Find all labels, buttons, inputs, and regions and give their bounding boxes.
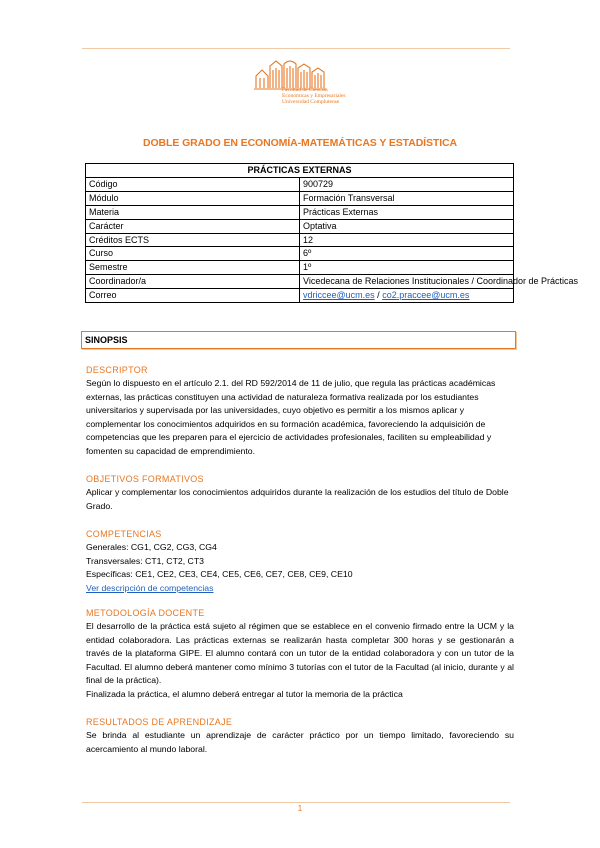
field-value: 900729: [300, 177, 514, 191]
email-link-vicedecana[interactable]: vdriccee@ucm.es: [303, 290, 375, 301]
objetivos-text: Aplicar y complementar los conocimientos adquiridos durante la realización de los estudios del título de Doble Grado.: [86, 487, 509, 511]
field-label: Coordinador/a: [86, 275, 300, 289]
logo-caption: [282, 87, 346, 105]
field-label: Créditos ECTS: [86, 233, 300, 247]
metodologia-section: [86, 607, 514, 701]
field-value: 6º: [300, 247, 514, 261]
sinopsis-section-header: [81, 331, 516, 349]
field-value: Vicedecana de Relaciones Institucionales / Coordinador de Prácticas: [300, 275, 514, 289]
field-value: 12: [300, 233, 514, 247]
competencias-section: [86, 528, 514, 595]
field-label: Módulo: [86, 191, 300, 205]
resultados-heading: RESULTADOS DE APRENDIZAJE: [86, 717, 233, 727]
header-rule: [82, 48, 510, 49]
table-row: [86, 247, 514, 261]
logo-caption-line: Facultad de Ciencias: [282, 87, 328, 93]
descriptor-heading: DESCRIPTOR: [86, 365, 148, 375]
field-value: Prácticas Externas: [300, 205, 514, 219]
table-row: [86, 177, 514, 191]
competencias-generales: Generales: CG1, CG2, CG3, CG4: [86, 542, 217, 552]
table-row: [86, 219, 514, 233]
email-link-coordinador[interactable]: co2.praccee@ucm.es: [382, 290, 470, 301]
field-label: Curso: [86, 247, 300, 261]
logo-caption-line: Universidad Complutense: [282, 99, 340, 105]
table-heading: PRÁCTICAS EXTERNAS: [86, 164, 514, 178]
competencias-heading: COMPETENCIAS: [86, 529, 162, 539]
resultados-section: [86, 716, 514, 756]
table-row: [86, 289, 514, 303]
table-row: [86, 164, 514, 178]
email-separator: /: [374, 290, 383, 301]
table-row: [86, 191, 514, 205]
table-row: [86, 205, 514, 219]
email-cell: [300, 289, 514, 303]
page-number: 1: [297, 804, 303, 813]
descriptor-text: Según lo dispuesto en el artículo 2.1. del RD 592/2014 de 11 de julio, que regula las prácticas académicas externas, las prácticas constituyen una actividad de naturaleza formativa realizada por los estudiantes universitarios y supervisada por las universidades, cuyo objetivo es permitir a los mismos aplicar y complementar los conocimientos adquiridos en su formación académica, favoreciendo la adquisición de competencias que les preparen para el ejercicio de actividades profesionales, faciliten su empleabilidad y fomenten su capacidad de emprendimiento.: [86, 378, 496, 456]
metodologia-text-final: Finalizada la práctica, el alumno deberá entregar al tutor la memoria de la práctica: [86, 688, 403, 699]
field-label: Carácter: [86, 219, 300, 233]
sinopsis-label: SINOPSIS: [85, 335, 128, 345]
table-row: [86, 275, 514, 289]
metodologia-text: El desarrollo de la práctica está sujeto al régimen que se establece en el convenio firmado entre la UCM y la entidad colaboradora. Las prácticas externas se realizarán hasta completar 300 horas y se gestionarán a través de la plataforma GIPE. El alumno contará con un tutor de la entidad colaboradora y con un tutor de la Facultad. El alumno deberá mantener como mínimo 3 tutorías con el tutor de la Facultad (al inicio, durante y al final de la práctica).: [86, 621, 514, 685]
descriptor-section: [86, 364, 514, 458]
field-value: 1º: [300, 261, 514, 275]
field-value: Optativa: [300, 219, 514, 233]
logo-caption-line: Económicas y Empresariales: [282, 93, 346, 99]
table-row: [86, 233, 514, 247]
metodologia-heading: METODOLOGÍA DOCENTE: [86, 608, 205, 618]
objetivos-section: [86, 473, 514, 513]
field-label: Semestre: [86, 261, 300, 275]
table-row: [86, 261, 514, 275]
competencias-especificas: Específicas: CE1, CE2, CE3, CE4, CE5, CE6, CE7, CE8, CE9, CE10: [86, 569, 353, 579]
field-value: Formación Transversal: [300, 191, 514, 205]
course-info-table: [85, 163, 578, 303]
competencias-transversales: Transversales: CT1, CT2, CT3: [86, 555, 204, 566]
field-label: Correo: [86, 289, 300, 303]
footer-rule: [82, 802, 510, 803]
competencias-description-link[interactable]: Ver descripción de competencias: [86, 582, 214, 593]
field-label: Materia: [86, 205, 300, 219]
field-label: Código: [86, 177, 300, 191]
objetivos-heading: OBJETIVOS FORMATIVOS: [86, 474, 204, 484]
resultados-text: Se brinda al estudiante un aprendizaje de carácter práctico por un tiempo limitado, favoreciendo su acercamiento al mundo laboral.: [86, 730, 514, 754]
document-title: DOBLE GRADO EN ECONOMÍA-MATEMÁTICAS Y ESTADÍSTICA: [143, 137, 457, 149]
